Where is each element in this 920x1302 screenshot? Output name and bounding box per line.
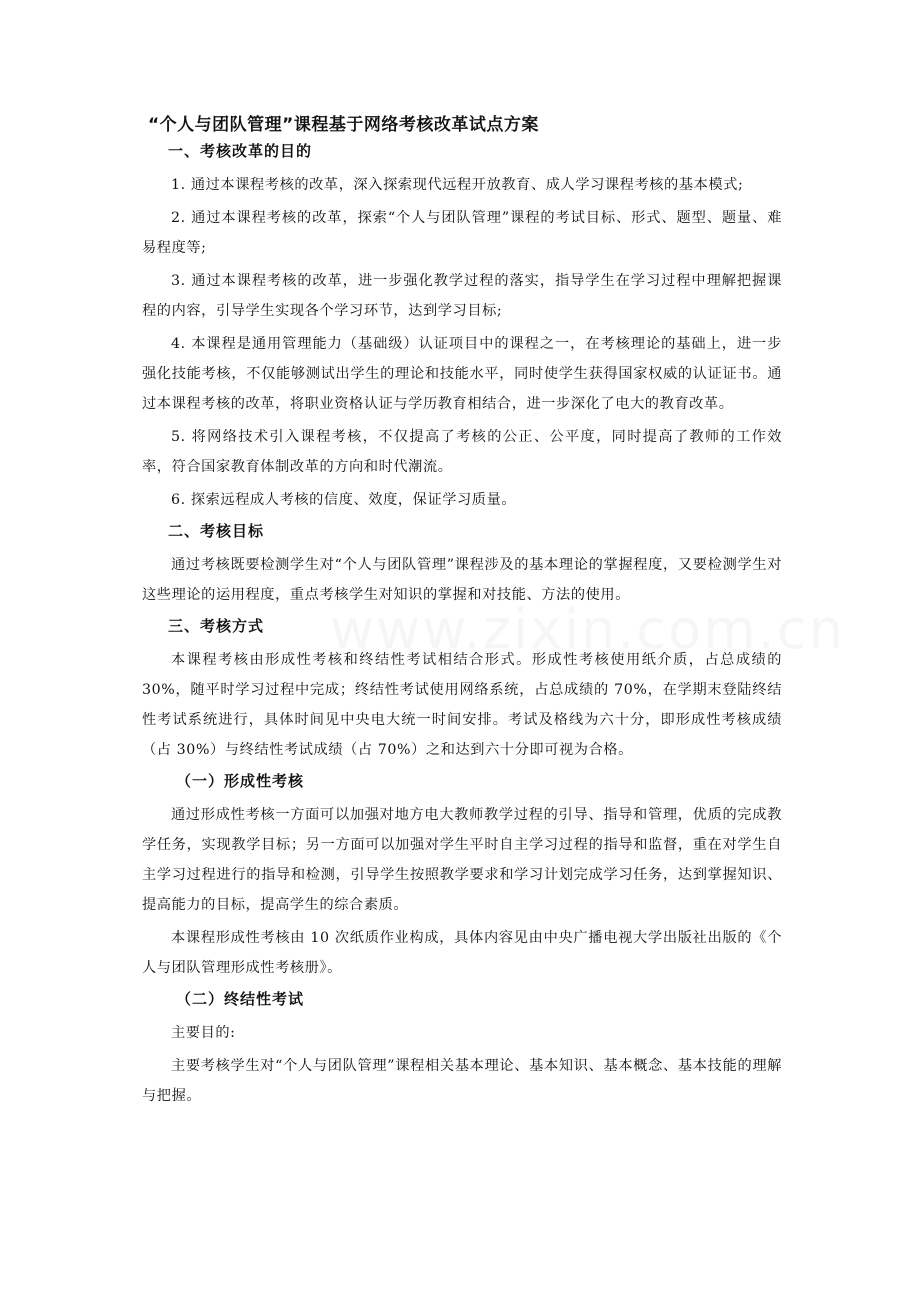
paragraph: 5. 将网络技术引入课程考核，不仅提高了考核的公正、公平度，同时提高了教师的工作效率，符合国家教育体制改革的方向和时代潮流。 [142, 429, 782, 475]
paragraph: 2. 通过本课程考核的改革，探索“个人与团队管理”课程的考试目标、形式、题型、题量、难易程度等; [142, 210, 782, 256]
paragraph: 3. 通过本课程考核的改革，进一步强化教学过程的落实，指导学生在学习过程中理解把握课程的内容，引导学生实现各个学习环节，达到学习目标; [142, 273, 782, 319]
document-page [142, 112, 782, 1114]
paragraph: 6. 探索远程成人考核的信度、效度，保证学习质量。 [171, 492, 517, 508]
subsection-heading-formative: （一）形成性考核 [176, 772, 305, 790]
paragraph: 本课程形成性考核由 10 次纸质作业构成，具体内容见由中央广播电视大学出版社出版的《个人与团队管理形成性考核册》。 [142, 930, 782, 976]
paragraph: 1. 通过本课程考核的改革，深入探索现代远程开放教育、成人学习课程考核的基本模式; [171, 177, 744, 193]
paragraph: 4. 本课程是通用管理能力（基础级）认证项目中的课程之一，在考核理论的基础上，进一步强化技能考核，不仅能够测试出学生的理论和技能水平，同时使学生获得国家权威的认证证书。通过本课程考核的改革，将职业资格认证与学历教育相结合，进一步深化了电大的教育改革。 [142, 336, 782, 412]
paragraph: 通过考核既要检测学生对“个人与团队管理”课程涉及的基本理论的掌握程度，又要检测学生对这些理论的运用程度，重点考核学生对知识的掌握和对技能、方法的使用。 [142, 557, 782, 603]
section-heading-goals: 二、考核目标 [168, 522, 265, 540]
subsection-heading-summative: （二）终结性考试 [176, 990, 305, 1008]
document-title: “个人与团队管理”课程基于网络考核改革试点方案 [148, 115, 539, 135]
paragraph: 主要考核学生对“个人与团队管理”课程相关基本理论、基本知识、基本概念、基本技能的理解与把握。 [142, 1058, 782, 1104]
paragraph: 通过形成性考核一方面可以加强对地方电大教师教学过程的引导、指导和管理，优质的完成教学任务，实现教学目标；另一方面可以加强对学生平时自主学习过程的指导和监督，重在对学生自主学习过程进行的指导和检测，引导学生按照教学要求和学习计划完成学习任务，达到掌握知识、提高能力的目标，提高学生的综合素质。 [142, 807, 782, 913]
section-heading-purpose: 一、考核改革的目的 [168, 142, 313, 160]
section-heading-methods: 三、考核方式 [168, 617, 265, 635]
paragraph: 主要目的: [171, 1025, 236, 1041]
paragraph: 本课程考核由形成性考核和终结性考试相结合形式。形成性考核使用纸介质，占总成绩的 30%，随平时学习过程中完成；终结性考试使用网络系统，占总成绩的 70%，在学期末登陆终结性考试系统进行，具体时间见中央电大统一时间安排。考试及格线为六十分，即形成性考核成绩（占 30%）与终结性考试成绩（占 70%）之和达到六十分即可视为合格。 [142, 652, 782, 758]
